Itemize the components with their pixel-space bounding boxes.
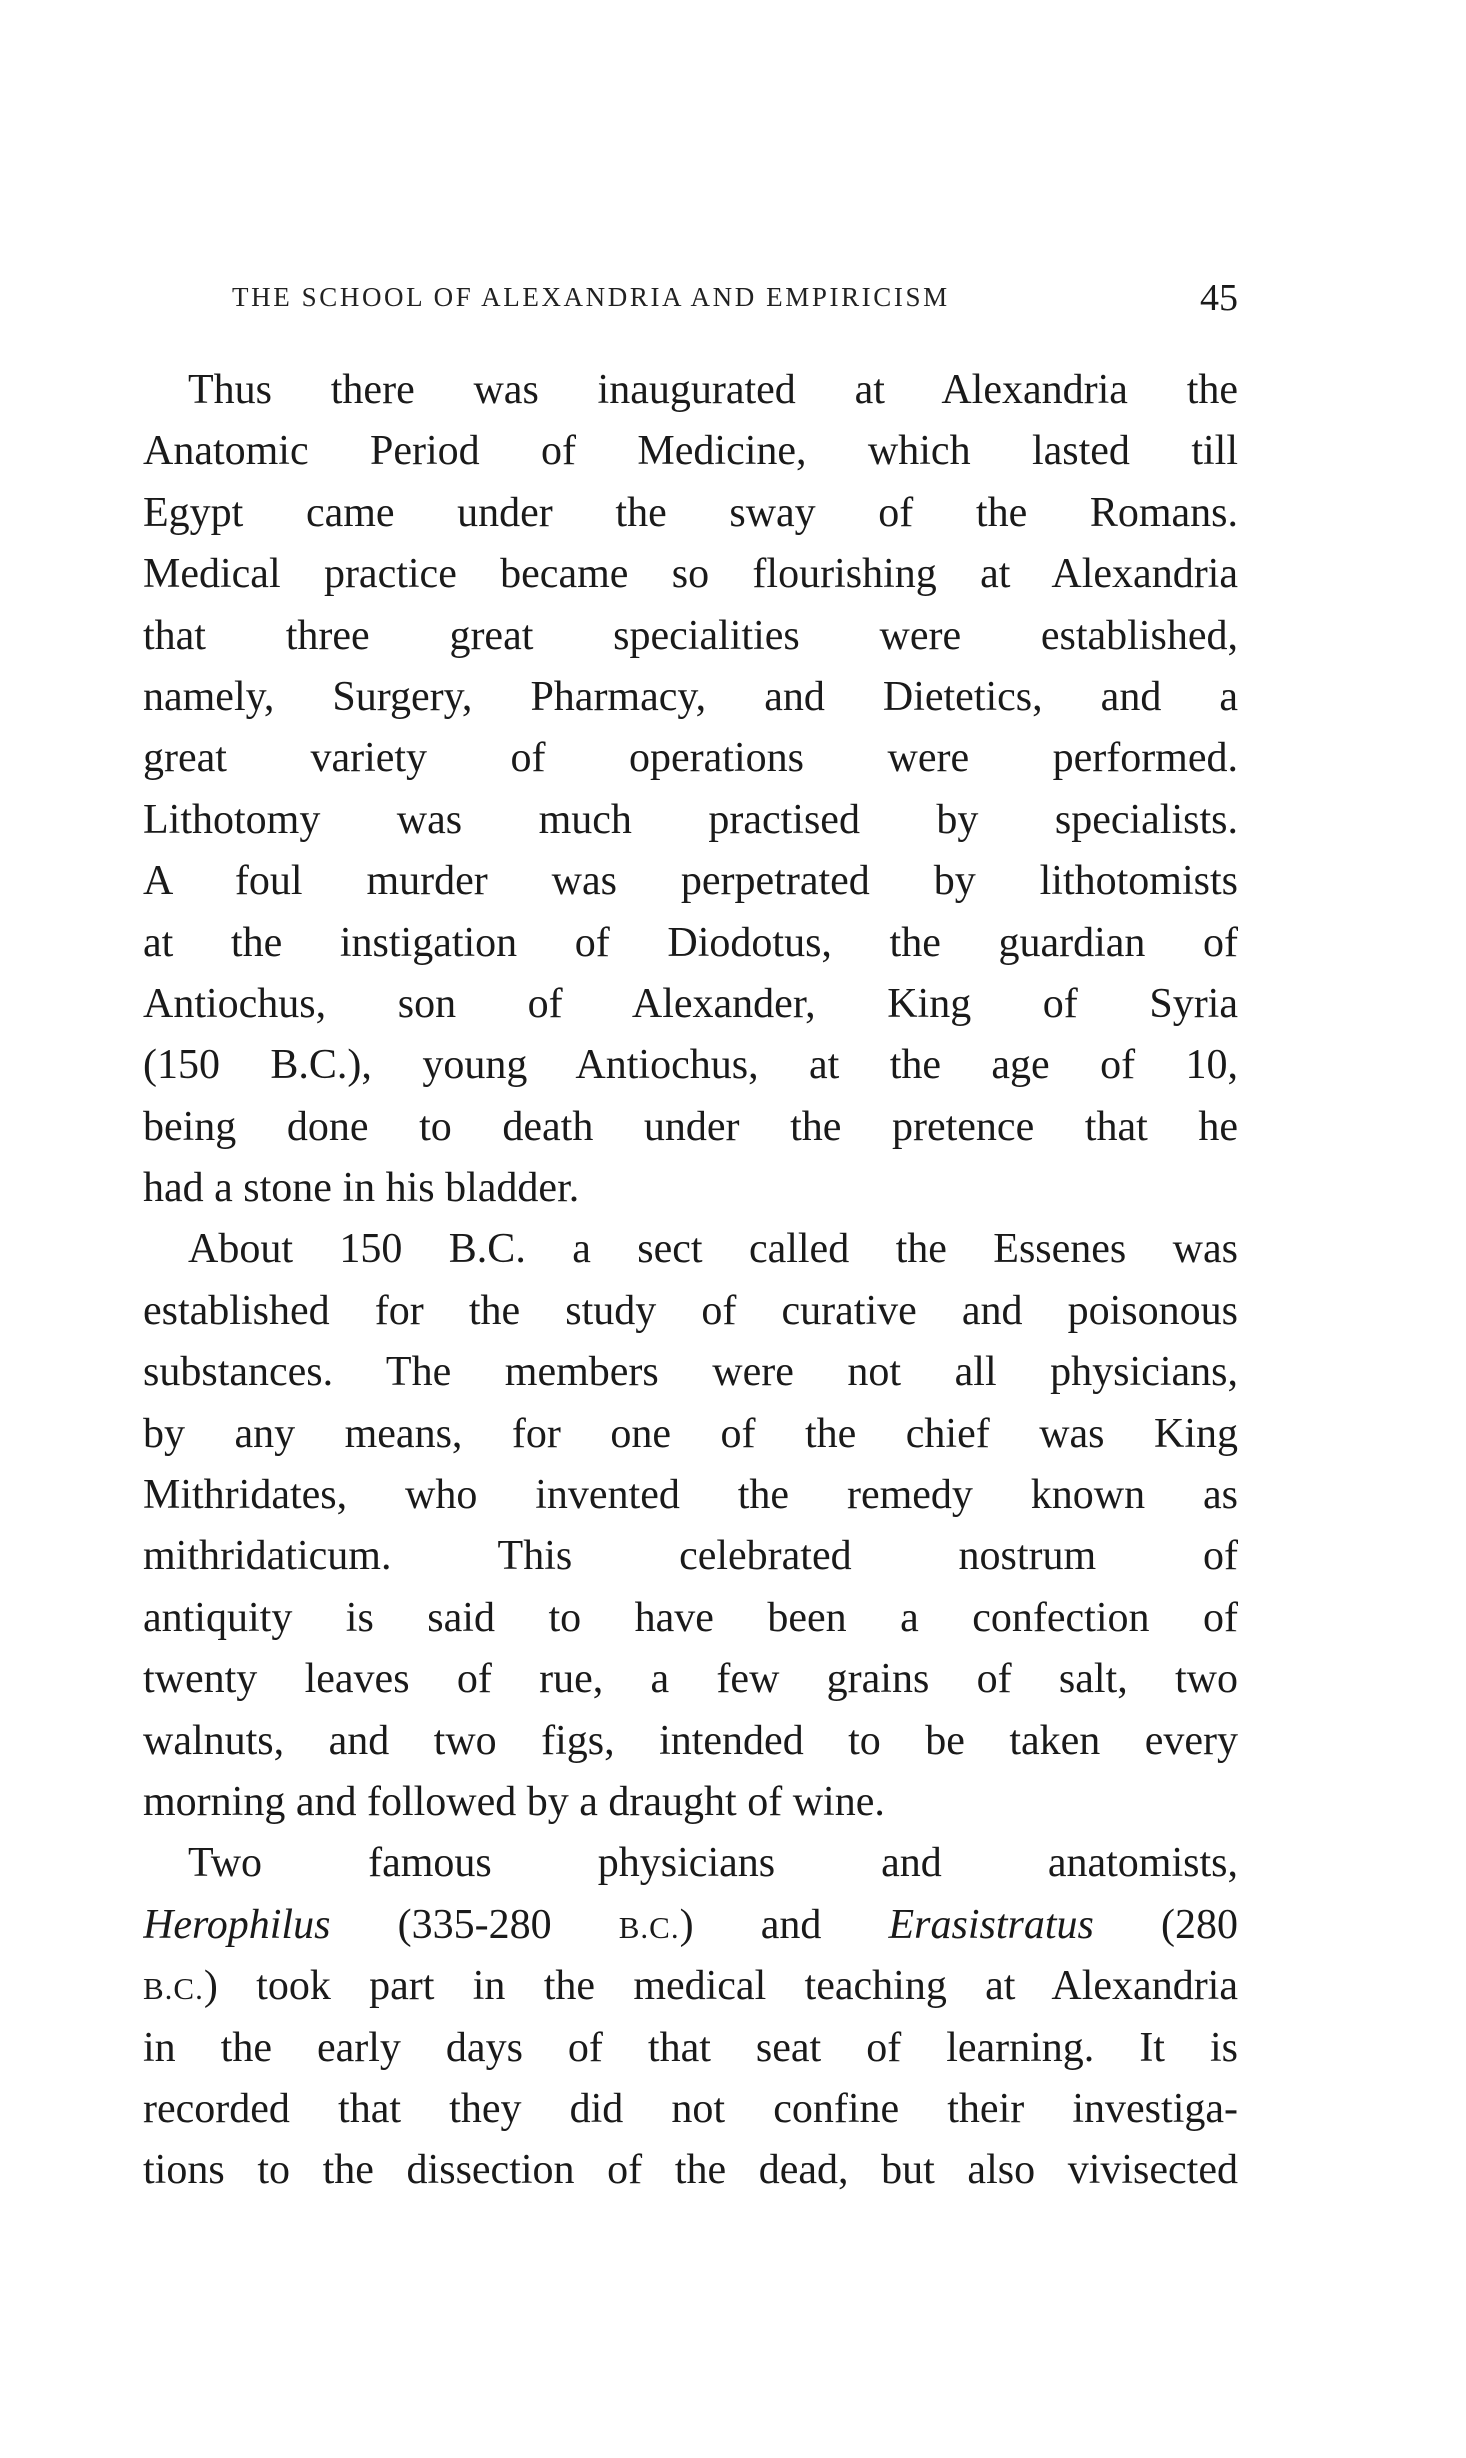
text-line: A foul murder was perpetrated by lithotomists bbox=[143, 858, 1238, 905]
text-line: Anatomic Period of Medicine, which lasted till bbox=[143, 428, 1238, 475]
dates-erasistratus: (280 bbox=[1161, 1901, 1238, 1948]
text-line: tions to the dissection of the dead, but also vivisected bbox=[143, 2147, 1238, 2194]
running-head bbox=[232, 276, 1238, 320]
text-line: twenty leaves of rue, a few grains of salt, two bbox=[143, 1656, 1238, 1703]
text-line-mixed bbox=[143, 1956, 1238, 2017]
text-line: recorded that they did not confine their investiga- bbox=[143, 2085, 1238, 2132]
page-number: 45 bbox=[1200, 277, 1238, 319]
paragraph-2 bbox=[143, 1219, 1238, 1833]
text-line: About 150 B.C. a sect called the Essenes was bbox=[188, 1226, 1238, 1273]
body-text bbox=[143, 360, 1238, 2202]
text-line-mixed bbox=[143, 1895, 1238, 1956]
text-line: Thus there was inaugurated at Alexandria the bbox=[188, 367, 1238, 413]
bc-abbrev: B.C. bbox=[143, 1971, 204, 2007]
text-line: by any means, for one of the chief was King bbox=[143, 1410, 1238, 1457]
running-head-title: THE SCHOOL OF ALEXANDRIA AND EMPIRICISM bbox=[232, 282, 950, 312]
text-line: great variety of operations were performed. bbox=[143, 735, 1238, 782]
text-line: walnuts, and two figs, intended to be taken every bbox=[143, 1717, 1238, 1764]
text-line: that three great specialities were established, bbox=[143, 612, 1238, 659]
text-line: established for the study of curative and poisonous bbox=[143, 1287, 1238, 1334]
text-line: antiquity is said to have been a confection of bbox=[143, 1594, 1238, 1641]
name-herophilus: Herophilus bbox=[143, 1901, 331, 1948]
text-line: Medical practice became so flourishing at Alexandria bbox=[143, 551, 1238, 598]
text-line: (150 B.C.), young Antiochus, at the age of 10, bbox=[143, 1042, 1238, 1089]
text-line: mithridaticum. This celebrated nostrum of bbox=[143, 1533, 1238, 1580]
text-line: in the early days of that seat of learning. It is bbox=[143, 2024, 1238, 2071]
text-line: Egypt came under the sway of the Romans. bbox=[143, 489, 1238, 536]
text-line: Lithotomy was much practised by specialists. bbox=[143, 796, 1238, 843]
conjunction-and: ) and bbox=[679, 1901, 822, 1948]
line-rest: ) took part in the medical teaching at Alexandria bbox=[203, 1963, 1238, 2010]
text-line: had a stone in his bladder. bbox=[143, 1165, 580, 1212]
dates-herophilus: (335-280 bbox=[397, 1901, 552, 1948]
paragraph-1 bbox=[143, 360, 1238, 1219]
text-line: morning and followed by a draught of wine. bbox=[143, 1778, 885, 1825]
bc-abbrev: B.C. bbox=[618, 1909, 680, 1945]
name-erasistratus: Erasistratus bbox=[888, 1901, 1094, 1948]
text-line: Two famous physicians and anatomists, bbox=[188, 1840, 1238, 1887]
text-line: being done to death under the pretence that he bbox=[143, 1103, 1238, 1150]
text-line: substances. The members were not all physicians, bbox=[143, 1349, 1238, 1396]
text-line: namely, Surgery, Pharmacy, and Dietetics, and a bbox=[143, 673, 1238, 720]
text-line: Mithridates, who invented the remedy known as bbox=[143, 1472, 1238, 1519]
paragraph-3 bbox=[143, 1833, 1238, 2201]
text-line: at the instigation of Diodotus, the guardian of bbox=[143, 919, 1238, 966]
text-line: Antiochus, son of Alexander, King of Syria bbox=[143, 980, 1238, 1027]
